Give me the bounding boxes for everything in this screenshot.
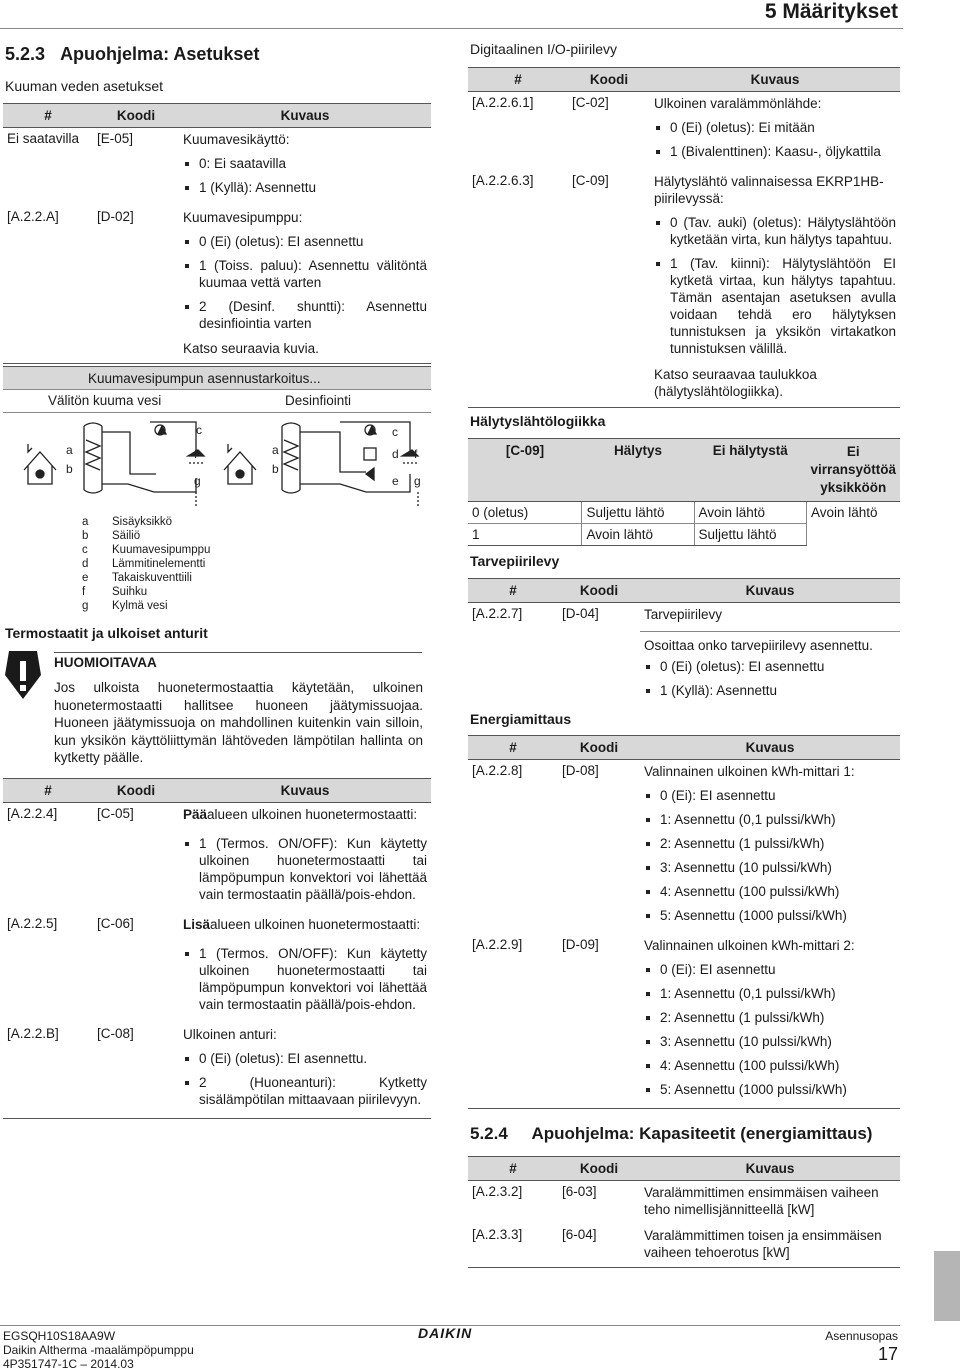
table-row (468, 1181, 900, 1225)
col-code: Koodi (558, 579, 640, 603)
row-desc: Ulkoinen anturi: (183, 1027, 277, 1042)
legend-key: c (82, 544, 88, 556)
list-item: 0 (Tav. auki) (oletus): Hälytyslähtöön kytketään virta, kun hälytys tapahtuu. (654, 214, 896, 248)
digital-io-table (468, 67, 900, 408)
col-desc: Kuvaus (640, 736, 900, 760)
section-title: Apuohjelma: Kapasiteetit (energiamittaus) (531, 1124, 873, 1143)
list-item: 1 (Bivalenttinen): Kaasu-, öljykattila (654, 143, 896, 160)
notice-title: HUOMIOITAVAA (54, 655, 157, 670)
row-code: [C-05] (97, 806, 134, 821)
col-code: Koodi (93, 104, 179, 128)
table-row (468, 760, 900, 935)
row-num: [A.2.3.3] (468, 1224, 558, 1268)
row-num: [A.2.2.5] (7, 916, 58, 931)
cell: Suljettu lähtö (582, 502, 694, 524)
legend-text: Kuumavesipumppu (112, 544, 211, 556)
row-desc-bold: Pää (183, 807, 208, 822)
row-code: [D-04] (562, 606, 599, 621)
col-hash: # (468, 1157, 558, 1181)
col-hash: # (468, 736, 558, 760)
list-item: 1: Asennettu (0,1 pulssi/kWh) (644, 985, 896, 1002)
cell: Avoin lähtö (694, 502, 806, 524)
col-desc: Kuvaus (640, 579, 900, 603)
col-c09: [C-09] (468, 439, 582, 502)
row-code: [C-09] (568, 170, 650, 408)
row-note: Katso seuraavia kuvia. (183, 341, 319, 356)
energy-meter-table (468, 735, 900, 1109)
table-row (3, 803, 431, 914)
table-row (468, 170, 900, 408)
cell: 1 (468, 524, 582, 546)
col-desc: Kuvaus (179, 779, 431, 803)
table-row (468, 934, 900, 1109)
row-desc: Hälytyslähtö valinnaisessa EKRP1HB-piirilevyssä: (654, 174, 884, 206)
water-settings-table (3, 103, 431, 364)
standby-pcb-heading: Tarvepiirilevy (470, 553, 560, 569)
col-no-alarm: Ei hälytystä (694, 439, 806, 502)
list-item: 5: Asennettu (1000 pulssi/kWh) (644, 1081, 896, 1098)
warning-icon (5, 651, 41, 699)
section-title: Apuohjelma: Asetukset (60, 44, 260, 64)
cell: 0 (oletus) (468, 502, 582, 524)
label-c: c (392, 425, 398, 439)
list-item: 0 (Ei) (oletus): Ei mitään (654, 119, 896, 136)
dhw-pump-diagram (0, 412, 440, 512)
col-code: Koodi (558, 1157, 640, 1181)
cell: Avoin lähtö (810, 505, 878, 520)
col-desc: Kuvaus (650, 68, 900, 92)
list-item: 2 (Huoneanturi): Kytketty sisälämpötilan mittaavaan piirilevyyn. (183, 1074, 427, 1108)
list-item: 0 (Ei) (oletus): EI asennettu (183, 233, 427, 250)
col-desc: Kuvaus (640, 1157, 900, 1181)
list-item: 3: Asennettu (10 pulssi/kWh) (644, 1033, 896, 1050)
figure-title: Kuumavesipumpun asennustarkoitus... (88, 371, 321, 386)
row-desc: Valinnainen ulkoinen kWh-mittari 1: (644, 764, 855, 779)
indoor-unit-house (24, 452, 56, 484)
label-e: e (392, 474, 399, 488)
col-hash: # (3, 104, 93, 128)
table-row (3, 913, 431, 1023)
section-number: 5.2.4 (470, 1124, 508, 1143)
label-a: a (272, 443, 279, 457)
list-item: 0 (Ei) (oletus): EI asennettu. (183, 1050, 427, 1067)
legend-text: Lämmitinelementti (112, 558, 206, 570)
row-num: [A.2.2.B] (3, 1023, 93, 1119)
thermostat-table (3, 778, 431, 1119)
list-item: 4: Asennettu (100 pulssi/kWh) (644, 1057, 896, 1074)
col-hash: # (3, 779, 93, 803)
section-5-2-3-title (5, 44, 259, 65)
digital-io-heading: Digitaalinen I/O-piirilevy (470, 41, 618, 57)
list-item: 1 (Toiss. paluu): Asennettu välitöntä kuumaa vettä varten (183, 257, 427, 291)
legend-text: Suihku (112, 586, 148, 598)
cell (806, 524, 900, 546)
row-num: [A.2.2.A] (3, 206, 93, 364)
row-desc: alueen ulkoinen huonetermostaatti: (207, 807, 418, 822)
label-g: g (194, 474, 201, 488)
list-item: 0 (Ei): EI asennettu (644, 787, 896, 804)
energy-meter-heading: Energiamittaus (470, 711, 572, 727)
product-name: Daikin Altherma -maalämpöpumppu (3, 1343, 194, 1357)
cell: Avoin lähtö (582, 524, 694, 546)
header-rule (0, 28, 903, 29)
table-row (3, 206, 431, 364)
table-row (468, 92, 900, 171)
row-code: [C-06] (97, 916, 134, 931)
list-item: 2 (Desinf. shuntti): Asennettu desinfiointia varten (183, 298, 427, 332)
thermostats-heading: Termostaatit ja ulkoiset anturit (5, 625, 208, 641)
legend-text: Takaiskuventtiili (112, 572, 192, 584)
row-desc: Valinnainen ulkoinen kWh-mittari 2: (644, 938, 855, 953)
footer-left (3, 1329, 194, 1371)
figure-labels-row (3, 389, 431, 413)
label-a: a (66, 443, 73, 457)
legend-text: Sisäyksikkö (112, 516, 173, 528)
row-num: [A.2.2.6.3] (468, 170, 568, 408)
daikin-logo: DAIKIN (418, 1325, 473, 1341)
guide-name: Asennusopas (825, 1329, 898, 1343)
notice-rule (54, 652, 422, 653)
legend-key: e (82, 572, 89, 584)
row-num: [A.2.2.7] (472, 606, 523, 621)
table-row (468, 524, 900, 546)
row-num: Ei saatavilla (7, 131, 80, 146)
row-code: [D-02] (93, 206, 179, 364)
water-settings-subheading: Kuuman veden asetukset (5, 78, 163, 94)
row-num: [A.2.2.9] (468, 934, 558, 1109)
alarm-logic-heading: Hälytyslähtölogiikka (470, 413, 606, 429)
row-desc-bold: Lisä (183, 917, 211, 932)
list-item: 0: Ei saatavilla (183, 155, 427, 172)
legend-key: b (82, 530, 89, 542)
label-f: f (414, 447, 418, 461)
chapter-thumb-tab (934, 1251, 960, 1321)
list-item: 5: Asennettu (1000 pulssi/kWh) (644, 907, 896, 924)
row-code: [C-08] (93, 1023, 179, 1119)
list-item: 1 (Kyllä): Asennettu (183, 179, 427, 196)
figure-legend (0, 516, 210, 614)
document-number: 4P351747-1C – 2014.03 (3, 1357, 134, 1371)
row-desc: Tarvepiirilevy (644, 607, 723, 622)
footer-right (825, 1329, 898, 1365)
col-hash: # (468, 68, 568, 92)
col-code: Koodi (568, 68, 650, 92)
label-c: c (196, 423, 202, 437)
list-item: 1 (Tav. kiinni): Hälytyslähtöön EI kytketä virtaa, kun hälytys tapahtuu. Tämän asentajan asetuksen avulla voidaan tehdä ero hälytyksen tunnistuksen ja yksikön virtakatkon tunnistuksen välillä. (654, 255, 896, 357)
list-item: 0 (Ei): EI asennettu (644, 961, 896, 978)
col-code: Koodi (558, 736, 640, 760)
col-alarm: Hälytys (582, 439, 694, 502)
row-desc: Varalämmittimen ensimmäisen vaiheen teho nimellisjännitteellä [kW] (644, 1185, 879, 1217)
table-row (3, 1023, 431, 1119)
label-d: d (392, 447, 399, 461)
figure-title-bar (3, 366, 431, 390)
chapter-heading: 5 Määritykset (764, 0, 898, 23)
label-g: g (414, 474, 421, 488)
list-item: 1 (Termos. ON/OFF): Kun käytetty ulkoinen huonetermostaatti tai lämpöpumpun konvektori voi lähettää vain termostaatin päällä/pois-ehdon. (183, 835, 427, 903)
list-item: 2: Asennettu (1 pulssi/kWh) (644, 1009, 896, 1026)
col-no-power: Ei virransyöttöä yksikköön (806, 439, 900, 502)
legend-text: Säiliö (112, 530, 141, 542)
row-code: [6-04] (558, 1224, 640, 1268)
row-num: [A.2.2.4] (7, 806, 58, 821)
row-code: [6-03] (562, 1184, 597, 1199)
list-item: 0 (Ei) (oletus): EI asennettu (644, 658, 896, 675)
col-code: Koodi (93, 779, 179, 803)
label-b: b (272, 462, 279, 476)
legend-key: g (82, 600, 89, 612)
row-num: [A.2.2.6.1] (472, 95, 534, 110)
figure-left-label: Välitön kuuma vesi (48, 393, 162, 408)
standby-pcb-table (468, 578, 900, 709)
row-desc: Kuumavesikäyttö: (183, 132, 290, 147)
col-hash: # (468, 579, 558, 603)
table-row (3, 128, 431, 207)
row-note: Osoittaa onko tarvepiirilevy asennettu. (640, 631, 900, 655)
list-item: 1 (Termos. ON/OFF): Kun käytetty ulkoinen huonetermostaatti tai lämpöpumpun konvektori voi lähettää vain termostaatin päällä/pois-ehdon. (183, 945, 427, 1013)
figure-right-label: Desinfiointi (285, 393, 352, 408)
col-desc: Kuvaus (179, 104, 431, 128)
legend-key: a (82, 516, 89, 528)
row-desc: Ulkoinen varalämmönlähde: (654, 96, 822, 111)
row-code: [D-08] (562, 763, 599, 778)
legend-key: d (82, 558, 89, 570)
list-item: 2: Asennettu (1 pulssi/kWh) (644, 835, 896, 852)
legend-text: Kylmä vesi (112, 600, 168, 612)
label-f: f (194, 447, 198, 461)
alarm-logic-table (468, 438, 900, 546)
table-row (468, 603, 900, 710)
capacity-table (468, 1156, 900, 1268)
list-item: 4: Asennettu (100 pulssi/kWh) (644, 883, 896, 900)
row-note: Katso seuraavaa taulukkoa (hälytyslähtölogiikka). (654, 367, 817, 399)
page-number: 17 (877, 1344, 898, 1364)
row-code: [C-02] (572, 95, 609, 110)
table-row (468, 1224, 900, 1268)
row-desc: alueen ulkoinen huonetermostaatti: (210, 917, 421, 932)
label-b: b (66, 462, 73, 476)
legend-key: f (82, 586, 86, 598)
list-item: 1: Asennettu (0,1 pulssi/kWh) (644, 811, 896, 828)
model-code: EGSQH10S18AA9W (3, 1329, 116, 1343)
cell: Suljettu lähtö (694, 524, 806, 546)
section-5-2-4-title (470, 1124, 872, 1144)
table-row (468, 502, 900, 524)
row-desc: Varalämmittimen toisen ja ensimmäisen vaiheen tehoerotus [kW] (640, 1224, 900, 1268)
notice-text: Jos ulkoista huonetermostaattia käytetään, ulkoinen huonetermostaatti hallitsee huoneen jäätymissuojaa. Huoneen jäätymissuoja on mahdollinen kuitenkin vain silloin, kun yksikön käyttöliittymän lähtöveden lämpötilan hallinta on kytketty päälle. (54, 680, 423, 765)
list-item: 1 (Kyllä): Asennettu (644, 682, 896, 699)
row-num: [A.2.3.2] (472, 1184, 523, 1199)
row-num: [A.2.2.8] (472, 763, 523, 778)
row-code: [D-09] (558, 934, 640, 1109)
section-number: 5.2.3 (5, 44, 46, 64)
row-code: [E-05] (97, 131, 134, 146)
list-item: 3: Asennettu (10 pulssi/kWh) (644, 859, 896, 876)
row-desc: Kuumavesipumppu: (183, 210, 303, 225)
